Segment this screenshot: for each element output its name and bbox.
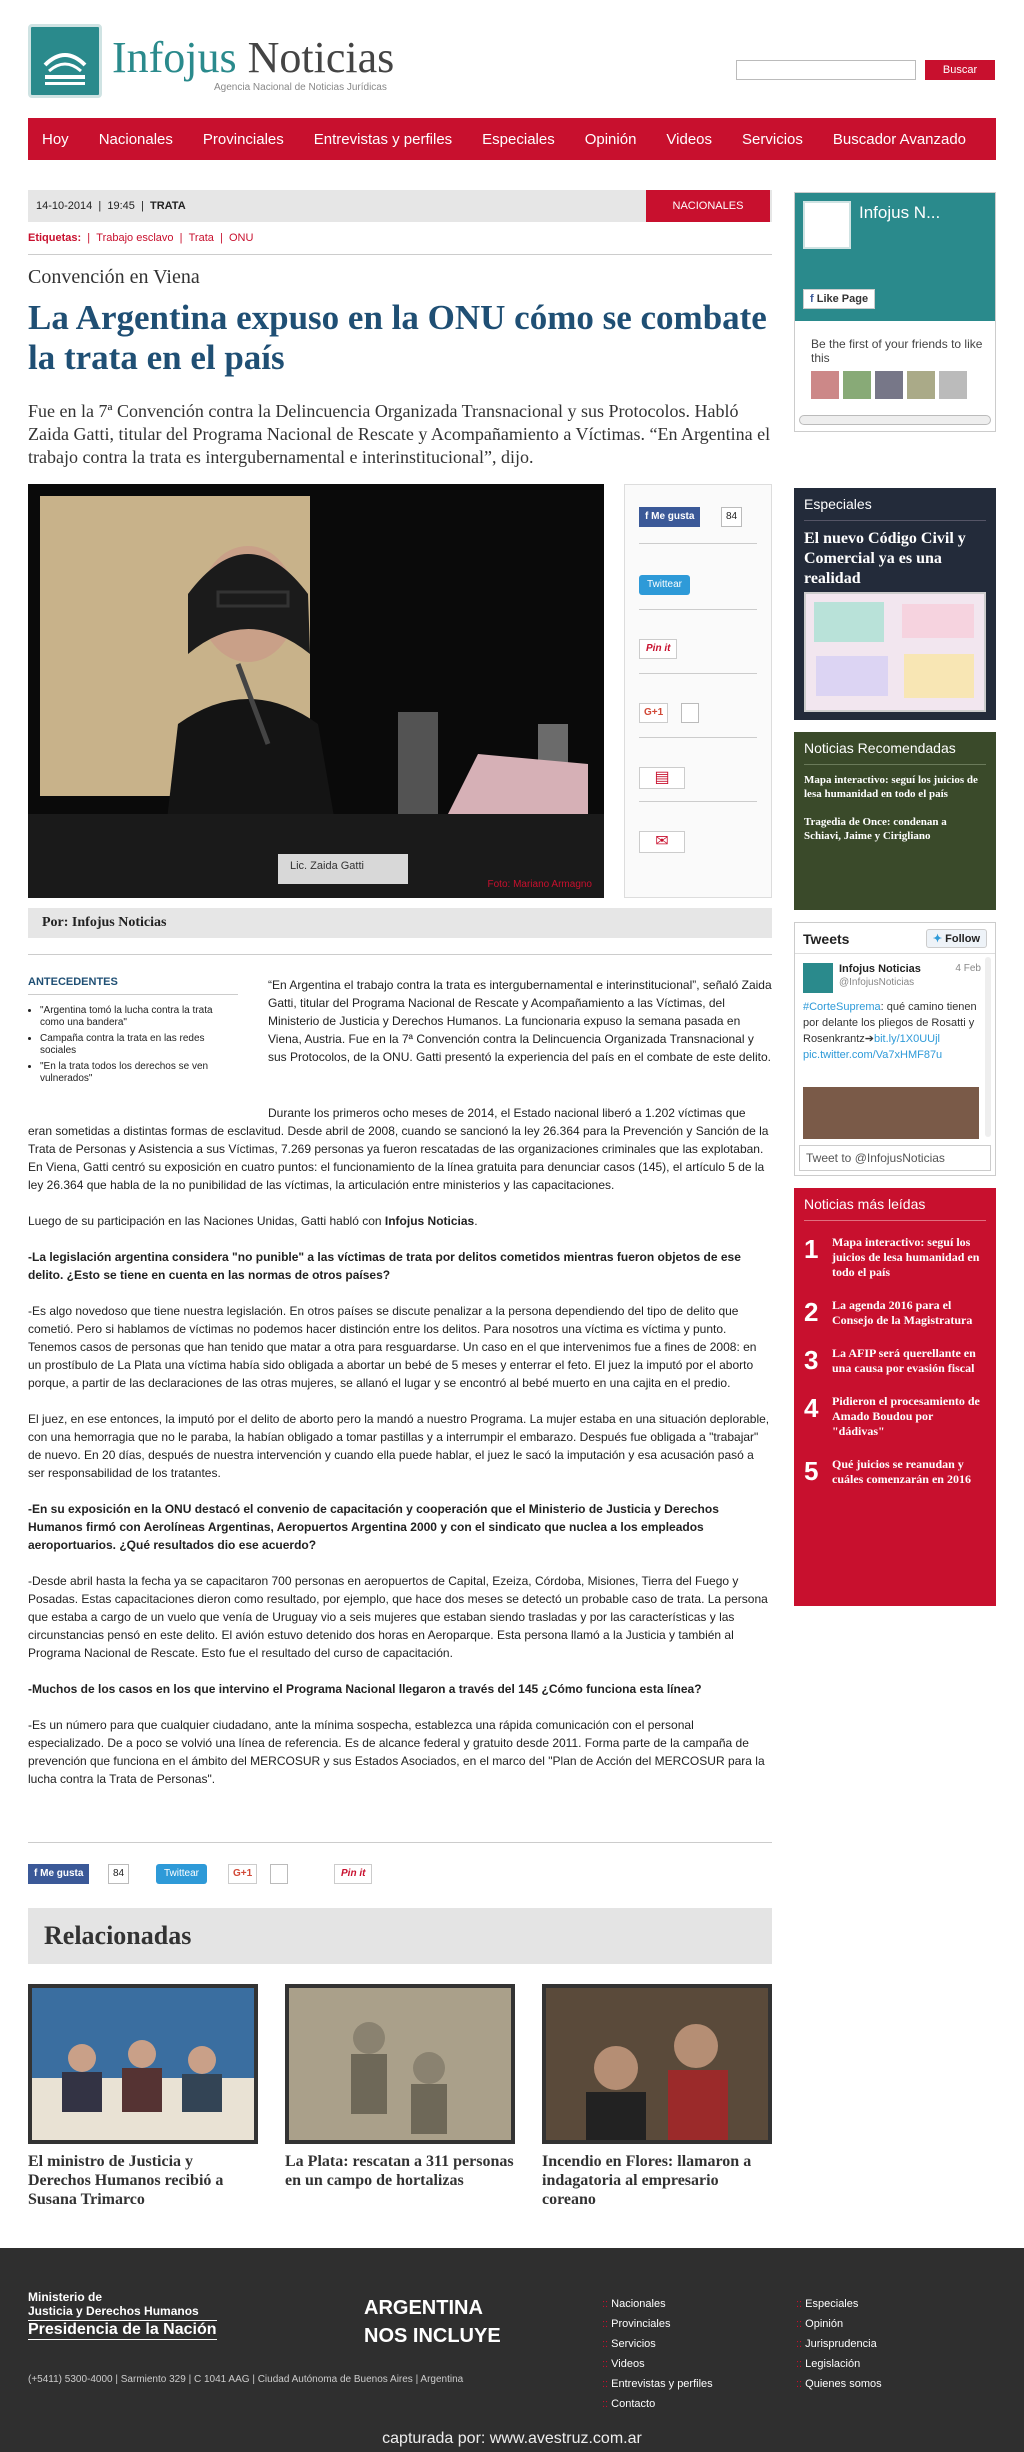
bullet-icon: ::: [796, 2298, 806, 2310]
recomendadas-box: [794, 732, 996, 910]
twitter-widget: [794, 922, 996, 1176]
facebook-widget: [794, 192, 996, 432]
question: -Muchos de los casos en los que intervino el Programa Nacional llegaron a través del 145 ¿Cómo funciona esta línea?: [28, 1682, 702, 1696]
pinit-button[interactable]: Pin it: [334, 1864, 372, 1884]
tweet-button[interactable]: Twittear: [639, 575, 690, 595]
related-headline[interactable]: La Plata: rescatan a 311 personas en un campo de hortalizas: [285, 2153, 514, 2189]
bullet-icon: ::: [796, 2378, 806, 2390]
paragraph: -Es un número para que cualquier ciudadano, ante la mínima sospecha, establezca una rápida comunicación con el personal especializado. De a poco se volvió una línea de referencia. Es de alcance federal y gratuito desde 2011. Forma parte de la campaña de prevención que funciona en el ámbito del MERCOSUR y sus Estados Asociados, en el marco del "Plan de Acción del MERCOSUR para la lucha contra la Trata de Personas".: [28, 1718, 765, 1786]
tag-link[interactable]: Trabajo esclavo: [96, 232, 174, 244]
tags-label: Etiquetas:: [28, 232, 82, 244]
bullet-icon: ::: [602, 2338, 612, 2350]
footer-address: (+5411) 5300-4000 | Sarmiento 329 | C 1041 AAG | Ciudad Autónoma de Buenos Aires | Argentina: [28, 2374, 464, 2385]
gplus-button[interactable]: G+1: [228, 1864, 257, 1884]
logo-icon: [803, 201, 851, 249]
fb-icon: f: [810, 293, 817, 305]
article-date: 14-10-2014: [36, 200, 93, 212]
site-header: [28, 24, 1000, 104]
paragraph: -Desde abril hasta la fecha ya se capacitaron 700 personas en aeropuertos de Capital, Ezeiza, Córdoba, Misiones, Tierra del Fuego y Posadas. Estas capacitaciones dieron como resultado, por ejemplo, que hace dos meses se detectó un probable caso de trata. La persona que estaba a cargo de un vuelo que venía de Uruguay vio a seis mujeres que estaban siendo trasladas y por las características y las circunstancias pensó en este delito. El avión estuvo detenido dos horas en Aeroparque. Esta persona llamó a la Justicia y también al Programa Nacional de Rescate. Esto fue el resultado del curso de capacitación.: [28, 1574, 768, 1660]
footer-link[interactable]: :: Opinión: [796, 2318, 844, 2330]
divider: [28, 254, 772, 255]
fb-cover: [795, 193, 995, 321]
slogan: ARGENTINA NOS INCLUYE: [364, 2297, 501, 2347]
main-nav: [28, 118, 996, 160]
related-image[interactable]: [28, 1984, 258, 2144]
nav-item-entrevistas[interactable]: Entrevistas y perfiles: [313, 130, 453, 148]
fb-page-name[interactable]: Infojus N...: [859, 203, 941, 222]
search-input[interactable]: [736, 60, 916, 80]
nav-item-opinion[interactable]: Opinión: [584, 130, 637, 148]
tweet-to-input[interactable]: Tweet to @InfojusNoticias: [799, 1145, 991, 1171]
bullet-icon: ::: [602, 2318, 612, 2330]
bullet-icon: ::: [796, 2318, 806, 2330]
related-title: Relacionadas: [28, 1908, 772, 1964]
related-headline[interactable]: El ministro de Justicia y Derechos Humanos recibió a Susana Trimarco: [28, 2153, 224, 2208]
footer-link[interactable]: :: Entrevistas y perfiles: [602, 2378, 713, 2390]
bullet-icon: ::: [602, 2378, 612, 2390]
photo-credit: Foto: Mariano Armagno: [487, 879, 592, 890]
logo-icon[interactable]: [28, 24, 102, 98]
footer-link[interactable]: :: Jurisprudencia: [796, 2338, 877, 2350]
fb-icon: f: [34, 1868, 41, 1879]
tweet-handle: @InfojusNoticias: [839, 977, 915, 988]
site-footer: [0, 2248, 1024, 2452]
related-headline[interactable]: Incendio en Flores: llamaron a indagatoria al empresario coreano: [542, 2153, 752, 2208]
fb-like-count: 84: [721, 507, 742, 527]
gplus-button[interactable]: G+1: [639, 703, 668, 723]
footer-link[interactable]: :: Videos: [602, 2358, 645, 2370]
email-icon[interactable]: ✉: [639, 831, 685, 853]
logo-text[interactable]: Infojus Noticias: [112, 33, 395, 82]
nav-item-videos[interactable]: Videos: [666, 130, 713, 148]
twitter-bird-icon: ✦: [932, 933, 946, 945]
especiales-headline[interactable]: El nuevo Código Civil y Comercial ya es una realidad: [804, 530, 966, 587]
byline: Por: Infojus Noticias: [28, 908, 772, 938]
article-headline: La Argentina expuso en la ONU cómo se combate la trata en el país: [28, 298, 767, 377]
mas-leida-number: 4: [804, 1393, 819, 1423]
category-badge[interactable]: NACIONALES: [646, 190, 770, 222]
footer-link[interactable]: :: Provinciales: [602, 2318, 671, 2330]
tweet-date: 4 Feb: [955, 963, 981, 974]
antecedente-link[interactable]: • "En la trata todos los derechos se ven vulnerados": [40, 1061, 238, 1085]
search-button[interactable]: Buscar: [925, 60, 995, 80]
paragraph: El juez, en ese entonces, la imputó por el delito de aborto pero la mandó a nuestro Programa. La mujer estaba en una situación deplorable, con una hemorragia que no le paraba, la habían obligado a tomar pastillas y a interrumpir el embarazo. Después fue obligada a "trabajar" de nuevo. En 20 días, después de nuestra intervención y cuando ella puede hablar, el juez le sacó la imputación y esa acusación pasó a ser responsabilidad de los tratantes.: [28, 1412, 770, 1480]
footer-link[interactable]: :: Legislación: [796, 2358, 861, 2370]
fb-like-button[interactable]: f Me gusta: [28, 1864, 89, 1884]
mas-leida-number: 2: [804, 1297, 819, 1327]
fb-like-count: 84: [108, 1864, 129, 1884]
especiales-image[interactable]: [804, 592, 986, 712]
paragraph: Luego de su participación en las Naciones Unidas, Gatti habló con Infojus Noticias.: [28, 1214, 478, 1228]
tweet-author[interactable]: Infojus Noticias: [839, 963, 921, 975]
related-image[interactable]: [542, 1984, 772, 2144]
nav-item-servicios[interactable]: Servicios: [742, 130, 803, 148]
paragraph: Durante los primeros ocho meses de 2014, el Estado nacional liberó a 1.202 víctimas que eran sometidas a distintas formas de esclavitud. Desde abril de 2008, cuando se sancionó la ley 26.364 para la Prevención y Sanción de la Trata de Personas y Asistencia a sus Víctimas, 7.269 personas ya fueron rescatadas de las organizaciones criminales que las explotaban. En Viena, Gatti centró su exposición en cuatro puntos: el funcionamiento de la línea gratuita para denunciar casos (145), el artículo 5 de la ley 26.364 que habla de la no punibilidad de las víctimas, la articulación entre ministerios y las capacitaciones.: [28, 1106, 769, 1192]
nameplate: Lic. Zaida Gatti: [290, 860, 364, 872]
mas-leida-number: 5: [804, 1456, 819, 1486]
bullet-icon: ::: [602, 2398, 612, 2410]
pinit-button[interactable]: Pin it: [639, 639, 677, 659]
bullet-icon: ::: [796, 2358, 806, 2370]
gplus-count: [681, 703, 699, 723]
nav-item-hoy[interactable]: Hoy: [42, 130, 69, 148]
tweet-text: #CorteSuprema: qué camino tienen por delante los pliegos de Rosatti y Rosenkrantz➔bit.ly/1X0UUjl pic.twitter.com/Va7xHMF87u: [803, 1001, 977, 1061]
tag-link[interactable]: Trata: [188, 232, 214, 244]
avatar[interactable]: [803, 963, 833, 993]
especiales-title: Especiales: [804, 496, 872, 512]
fb-friends-text: Be the first of your friends to like this: [811, 337, 983, 365]
mas-leidas-box: [794, 1188, 996, 1606]
divider: [28, 1842, 772, 1843]
footer-link[interactable]: :: Servicios: [602, 2338, 656, 2350]
mas-leida-title[interactable]: La AFIP será querellante en una causa por evasión fiscal: [832, 1346, 976, 1375]
tweet-image[interactable]: [803, 1087, 979, 1139]
tag-link[interactable]: ONU: [228, 232, 254, 244]
fb-scrollbar[interactable]: [799, 415, 991, 425]
mas-leida-title[interactable]: La agenda 2016 para el Consejo de la Magistratura: [832, 1298, 973, 1327]
related-card[interactable]: [285, 1984, 515, 2190]
logo-tagline: Agencia Nacional de Noticias Jurídicas: [214, 82, 387, 93]
share-panel: [624, 484, 772, 898]
nav-item-nacionales[interactable]: Nacionales: [98, 130, 173, 148]
antecedente-link[interactable]: • Campaña contra la trata en las redes sociales: [40, 1033, 238, 1057]
mas-leida-item[interactable]: [794, 1235, 996, 1280]
article-time: 19:45: [107, 200, 135, 212]
nav-item-buscador[interactable]: Buscador Avanzado: [832, 130, 967, 148]
article-section: TRATA: [150, 200, 186, 212]
fb-like-page-button[interactable]: f Like Page: [803, 289, 875, 309]
share-bar-bottom: [28, 1864, 772, 1888]
tweet-button[interactable]: Twittear: [156, 1864, 207, 1884]
mas-leida-item[interactable]: [794, 1457, 996, 1487]
gplus-count: [270, 1864, 288, 1884]
article-photo: [28, 484, 604, 898]
nav-item-provinciales[interactable]: Provinciales: [202, 130, 284, 148]
antecedente-link[interactable]: • "Argentina tomó la lucha contra la trata como una bandera": [40, 1005, 238, 1029]
tags-row: Etiquetas: | Trabajo esclavo | Trata | ONU: [28, 232, 254, 244]
fb-friend-avatars: [811, 371, 967, 399]
antecedentes-title: ANTECEDENTES: [28, 976, 238, 995]
related-card[interactable]: [542, 1984, 772, 2209]
antecedentes-box: [28, 976, 238, 1089]
bullet-icon: ::: [602, 2298, 612, 2310]
ministry-logo[interactable]: Ministerio de Justicia y Derechos Humanos Presidencia de la Nación: [28, 2290, 217, 2338]
tweets-title: Tweets: [803, 931, 850, 947]
tweets-scrollbar[interactable]: [985, 957, 991, 1137]
article-kicker: Convención en Viena: [28, 266, 200, 288]
footer-link[interactable]: :: Contacto: [602, 2398, 656, 2410]
capture-credit: capturada por: www.avestruz.com.ar: [382, 2430, 642, 2447]
related-card[interactable]: [28, 1984, 258, 2209]
mas-leida-title[interactable]: Pidieron el procesamiento de Amado Boudou por "dádivas": [832, 1394, 980, 1438]
recomendadas-title: Noticias Recomendadas: [804, 740, 956, 756]
fb-like-button[interactable]: f Me gusta: [639, 507, 700, 527]
print-icon[interactable]: ▤: [639, 767, 685, 789]
footer-link[interactable]: :: Quienes somos: [796, 2378, 882, 2390]
bullet-icon: ::: [602, 2358, 612, 2370]
mas-leidas-title: Noticias más leídas: [804, 1196, 926, 1212]
divider: [28, 954, 772, 955]
article-body: [28, 1104, 772, 1806]
footer-link[interactable]: :: Especiales: [796, 2298, 859, 2310]
recomendada-link[interactable]: Tragedia de Once: condenan a Schiavi, Jaime y Cirigliano: [804, 816, 947, 842]
nav-item-especiales[interactable]: Especiales: [482, 130, 555, 148]
question: -En su exposición en la ONU destacó el convenio de capacitación y cooperación que el Ministerio de Justicia y Derechos Humanos firmó con Aerolíneas Argentinas, Aeropuertos Argentina 2000 y con el sindicato que nuclea a los empleados aeroportuarios. ¿Qué resultados dio ese acuerdo?: [28, 1502, 719, 1552]
mas-leida-number: 3: [804, 1345, 819, 1375]
footer-link[interactable]: :: Nacionales: [602, 2298, 666, 2310]
mas-leida-item[interactable]: [794, 1346, 996, 1376]
article-intro: “En Argentina el trabajo contra la trata es intergubernamental e interinstitucional”, señaló Zaida Gatti, titular del Programa Nacional de Rescate y Acompañamiento a las Víctimas, del Ministerio de Justicia y Derechos Humanos. La funcionaria expuso la semana pasada en Viena, Austria. Fue en la 7ª Convención contra la Delincuencia Organizada Transnacional y sus Protocolos, de la ONU. Gatti presentó la experiencia del país en el combate de este delito.: [268, 978, 772, 1064]
fb-icon: f: [645, 511, 652, 522]
mas-leida-title[interactable]: Mapa interactivo: seguí los juicios de lesa humanidad en todo el país: [832, 1235, 980, 1279]
twitter-follow-button[interactable]: ✦ Follow: [926, 929, 987, 948]
especiales-box[interactable]: [794, 488, 996, 720]
bullet-icon: ::: [796, 2338, 806, 2350]
article-lead: Fue en la 7ª Convención contra la Delincuencia Organizada Transnacional y sus Protocolos. Habló Zaida Gatti, titular del Programa Nacional de Rescate y Acompañamiento a Víctimas. “En Argentina el trabajo contra la trata es intergubernamental e interinstitucional”, dijo.: [28, 401, 771, 467]
recomendada-link[interactable]: Mapa interactivo: seguí los juicios de lesa humanidad en todo el país: [804, 774, 978, 800]
mas-leida-item[interactable]: [794, 1298, 996, 1328]
paragraph: -Es algo novedoso que tiene nuestra legislación. En otros países se discute penalizar a la persona dependiendo del tipo de delito que cometió. Pero si hablamos de víctimas no podemos hacer distinción entre los delitos. Para nosotros una víctima es víctima y punto. Tenemos casos de personas que han tenido que matar a otra para resguardarse. Un caso en el que intervenimos fue a fines de 2008: en un prostíbulo de La Plata una víctima había sido obligada a abortar un bebé de 5 meses y enterrar el feto. El juez la imputó por el aborto porque, a partir de las declaraciones de las otras mujeres, se allanó el lugar y se encontró al bebé muerto en una cajita en el predio.: [28, 1304, 757, 1390]
mas-leida-number: 1: [804, 1234, 819, 1264]
mas-leida-item[interactable]: [794, 1394, 996, 1439]
article-meta: 14-10-2014 | 19:45 | TRATA: [28, 190, 772, 222]
related-image[interactable]: [285, 1984, 515, 2144]
mas-leida-title[interactable]: Qué juicios se reanudan y cuáles comenzarán en 2016: [832, 1457, 971, 1486]
question: -La legislación argentina considera "no punible" a las víctimas de trata por delitos cometidos mientras fueron objetos de ese delito. ¿Esto se tiene en cuenta en las normas de otros países?: [28, 1250, 741, 1282]
